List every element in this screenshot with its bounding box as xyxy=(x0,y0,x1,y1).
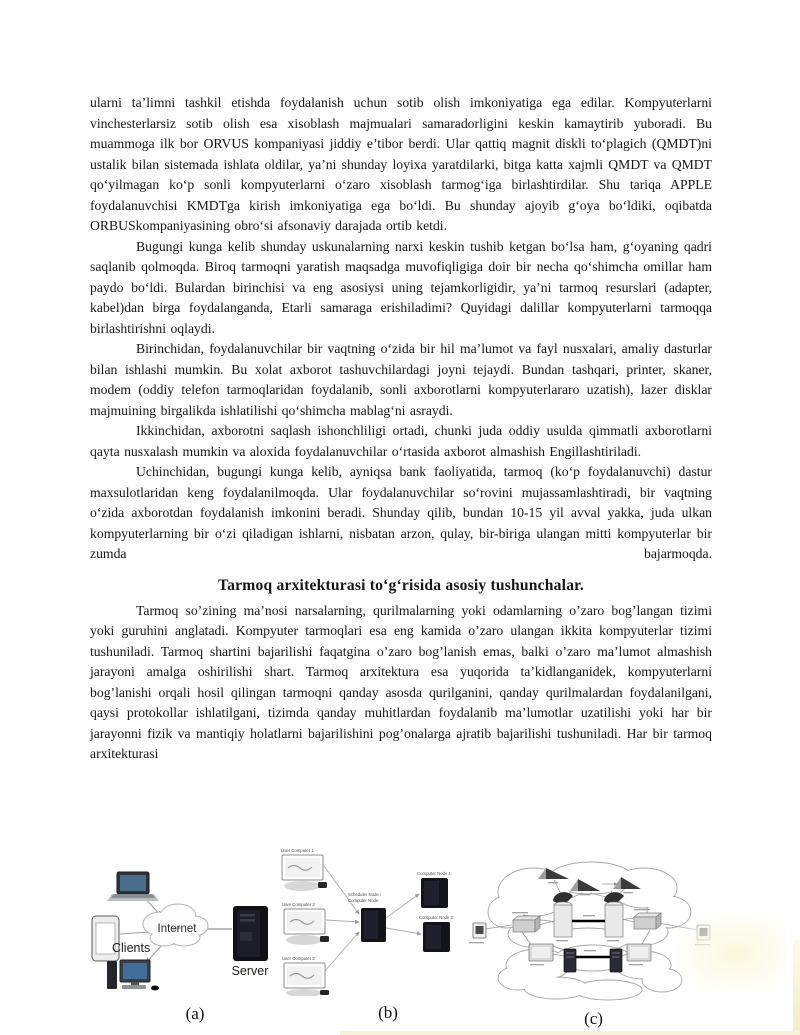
figure-a-client-server xyxy=(90,866,300,1024)
figure-b-cluster xyxy=(278,846,498,1023)
paragraph-6: Tarmoq so’zining ma’nosi narsalarning, qurilmalarning yoki odamlarning o’zaro bog’langan tizimi yoki guruhini anglatadi. Kompyuter tarmoqlari esa eng kamida o’zaro ulangan ikkita kompyuterlar tizimi tushuniladi. Tarmoq shartini bajarilishi faqatgina o’zaro bog’lanish emas, balki o’zaro ma’lumot almashish jarayoni amalga oshirilishi shart. Tarmoq arxitektura esa yuqorida ta’kidlanganidek, kompyuterlarni bog’lanishi orqali hosil qilingan tarmoqni qanday asosda qurilganini, qanday qurilmalardan foydalanilgani, qaysi protokollar ishlatilgani, tizimda qanday muhitlardan foydalanib ma’lumotlar uzatilishi yoki har bir jarayonni fizik va mantiqiy holatlarni bajarilishini pog’onalarga ajratib bajarilishi tushuniladi. Har bir tarmoq arxitekturasi xyxy=(90,602,712,761)
scheduler-node xyxy=(348,892,386,942)
server-label: Server xyxy=(231,964,269,978)
dish-tower-left xyxy=(553,892,573,937)
svg-text:User Computer 1: User Computer 1 xyxy=(281,848,314,853)
wan-cloud-lower xyxy=(498,945,682,1000)
figure-c-wan-cloud xyxy=(466,860,721,1029)
dish-tower-right xyxy=(604,892,624,937)
server-tower-icon xyxy=(233,906,268,961)
svg-text:Scheduler Node /: Scheduler Node / xyxy=(348,892,382,897)
figure-b-diagram xyxy=(278,846,498,996)
subnet-server-right xyxy=(610,949,622,972)
paragraph-2: Bugungi kunga kelib shunday uskunalarning narxi keskin tushib ketgan bo‘lsa ham, g‘oyaning qadri saqlanib qolmoqda. Biroq tarmoqni yaratish maqsadga muvofiqligiga doir bir necha qo‘shimcha omillar ham paydo bo‘ldi. Bulardan birinchisi va eng asosiysi uning tejamkorligidir, ya’ni tarmoq resurslari (adapter, kabel)dan birga foydalanganda, Etarli samaraga erishiladimi? Quyidagi dalillar kompyuterlarni tarmoqqa birlashtirishni oqlaydi. xyxy=(90,238,712,336)
svg-text:Computer Node 2: Computer Node 2 xyxy=(419,915,453,920)
computer-node-1 xyxy=(417,871,452,908)
figure-b-caption: (b) xyxy=(378,1003,398,1022)
paragraph-1: ularni ta’limni tashkil etishda foydalanish uchun sotib olish imkoniyatiga ega edilar. Kompyuterlarni vinchesterlarsiz sotib olish esa xisoblash majmualari samaradorligini keskin kamaytirib yuboradi. Bu muammoga ilk bor ORVUS kompaniyasi jiddiy e’tibor berdi. Ular qattiq magnit diskli to‘plagich (QMDT)ni ustalik bilan sistemada ishlata oldilar, ya’ni shunday loyixa yaratdilarki, bitga katta xajmli QMDT va QMDT qo‘yilmagan ko‘p sonli kompyuterlarni o‘zaro xisoblash tarmog‘iga birlashtirdilar. Shu tariqa APPLE foydalanuvchisi KMDTga kirish imkoniyatiga ega bo‘ldi. Bu shunday ajoyib g‘oya bo‘ldiki, oqibatda ORBUSkompaniyasining obro‘si afsonaviy darajada ortib ketdi. xyxy=(90,95,712,233)
subnet-server-left xyxy=(564,949,576,972)
svg-text:User Computer 2: User Computer 2 xyxy=(282,902,315,907)
internet-cloud xyxy=(143,904,208,946)
user-computer-2 xyxy=(282,902,329,945)
desktop-computer-icon xyxy=(107,960,159,991)
figure-c-caption: (c) xyxy=(584,1009,603,1028)
clients-label: Clients xyxy=(112,941,151,955)
paragraph-3: Birinchidan, foydalanuvchilar bir vaqtning o‘zida bir hil ma’lumot va fayl nusxalari, amaliy dasturlar bilan ishlashi mumkin. Bu xolat axborot tashuvchilardagi joyni tejaydi. Bundan tashqari, printer, skaner, modem (oddiy telefon tarmoqlaridan foydalanib, sonli axborotlarni kompyuterlararo uzatish), lazer disklar majmuining birgalikda ishlatilishi qo‘shimcha mablag‘ni asraydi. xyxy=(90,341,712,418)
user-computer-1 xyxy=(281,848,327,891)
laptop-icon xyxy=(107,872,159,901)
wan-cloud-upper xyxy=(488,862,691,952)
internet-label: Internet xyxy=(157,923,197,935)
workstation-left xyxy=(529,944,553,961)
gateway-right xyxy=(634,913,661,929)
paragraph-4: Ikkinchidan, axborotni saqlash ishonchliligi ortadi, chunki juda oddiy usulda qimmatli axborotlarni qayta nusxalash mumkin va aloxida foydalanuvchilar o‘rtasida axborot almashish Engillashtiriladi. xyxy=(90,423,712,459)
svg-text:Computer Node 1: Computer Node 1 xyxy=(417,871,451,876)
svg-text:Computer Node: Computer Node xyxy=(348,898,379,903)
terminal-right xyxy=(697,925,710,940)
user-computer-3 xyxy=(282,956,329,996)
gateway-left xyxy=(513,916,540,932)
workstation-right xyxy=(627,944,651,961)
figure-a-caption: (a) xyxy=(185,1004,205,1023)
figure-c-diagram xyxy=(466,860,721,1005)
svg-text:User Computer 3: User Computer 3 xyxy=(282,956,315,961)
computer-node-2 xyxy=(419,915,454,952)
figure-a-diagram xyxy=(90,866,275,998)
paragraph-5: Uchinchidan, bugungi kunga kelib, ayniqsa bank faoliyatida, tarmoq (ko‘p foydalanuvchi) dastur maxsulotlaridan keng foydalanilmoqda. Ular foydalanuvchilar so‘rovini mujassamlashtiradi, bir vaqtning o‘zida axborotdan foydalanish imkonini beradi. Shunday qilib, bundan 10-15 yil avval yakka, juda ulkan kompyuterlarning bir o‘zi qiladigan ishlarni, nisbatan arzon, qulay, bir-biriga ulangan mitti kompyuterlar bir zumda bajarmoqda. xyxy=(90,464,712,561)
terminal-left xyxy=(473,923,486,938)
section-heading: Tarmoq arxitekturasi to‘g‘risida asosiy tushunchalar. xyxy=(218,576,584,594)
